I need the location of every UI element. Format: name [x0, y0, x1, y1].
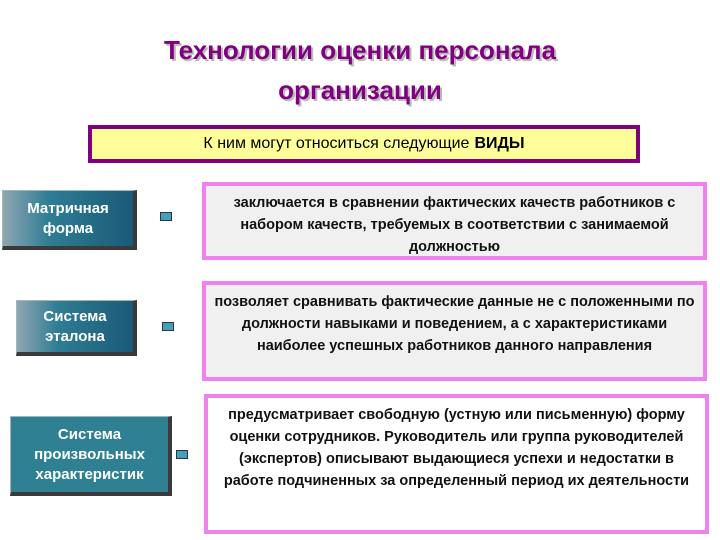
page-title: Технологии оценки персонала организации: [164, 35, 556, 105]
type-arbitrary-characteristics: Система произвольных характеристик: [10, 416, 172, 496]
connector-arrow-icon: [176, 450, 188, 459]
description-text: предусматривает свободную (устную или письменную) форму оценки сотрудников. Руководитель или группа руководителей (экспертов) описывают выдающиеся успехи и недостатки в работе подчиненных за определенный период их деятельности: [223, 407, 690, 489]
subtitle-emphasis: ВИДЫ: [474, 135, 525, 152]
connector-arrow-icon: [160, 212, 172, 221]
type-matrix-form: Матричная форма: [2, 190, 137, 250]
subtitle-banner: [88, 125, 640, 163]
subtitle-text: К ним могут относиться следующие: [203, 135, 470, 152]
type-standard-system: Система эталона: [16, 300, 137, 356]
description-arbitrary-characteristics: [204, 394, 709, 534]
description-matrix-form: заключается в сравнении фактических качеств работников с набором качеств, требуемых в соответствии с занимаемой должностью: [202, 182, 707, 260]
description-standard-system: позволяет сравнивать фактические данные не с положенными по должности навыками и поведением, а с характеристиками наиболее успешных работников данного направления: [202, 281, 707, 381]
connector-arrow-icon: [162, 322, 174, 331]
